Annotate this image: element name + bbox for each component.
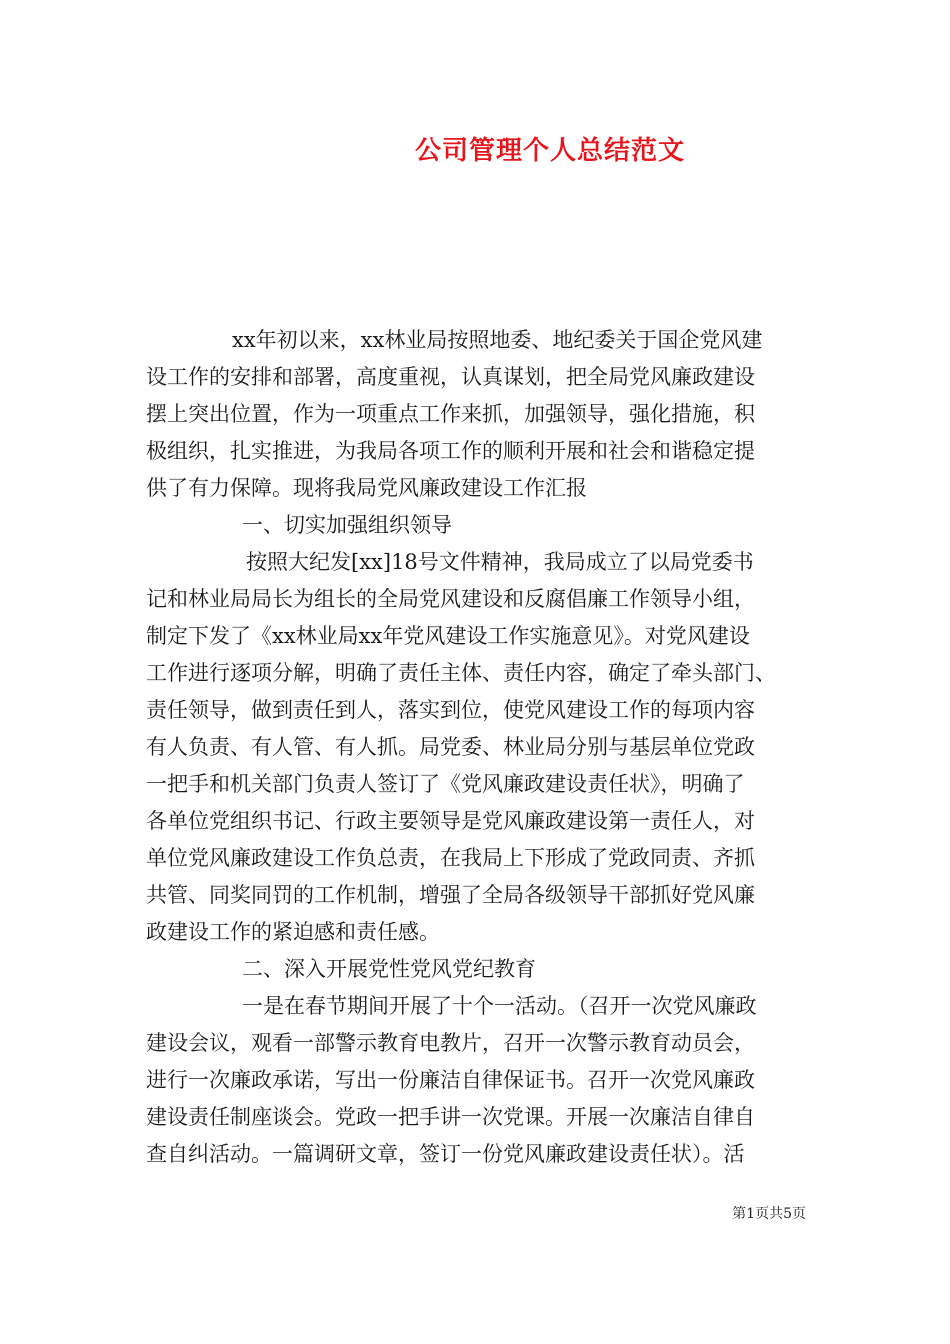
document-body — [146, 322, 836, 1173]
text-line: 极组织，扎实推进，为我局各项工作的顺利开展和社会和谐稳定提 — [146, 439, 755, 463]
text-line: 一是在春节期间开展了十个一活动。（召开一次党风廉政 — [242, 994, 757, 1018]
page-number-footer: 第1页共5页 — [732, 1206, 806, 1222]
text-line: 单位党风廉政建设工作负总责，在我局上下形成了党政同责、齐抓 — [146, 846, 755, 870]
text-line: 建设会议，观看一部警示教育电教片，召开一次警示教育动员会， — [146, 1031, 755, 1055]
text-line: 一把手和机关部门负责人签订了《党风廉政建设责任状》，明确了 — [146, 772, 745, 796]
text-line: 按照大纪发[xx]18号文件精神，我局成立了以局党委书 — [246, 550, 754, 574]
section-heading-2: 二、深入开展党性党风党纪教育 — [242, 957, 536, 981]
document-title: 公司管理个人总结范文 — [414, 136, 685, 166]
text-line: 制定下发了《xx林业局xx年党风建设工作实施意见》。对党风建设 — [146, 624, 750, 648]
text-line: 政建设工作的紧迫感和责任感。 — [146, 920, 440, 944]
text-line: 各单位党组织书记、行政主要领导是党风廉政建设第一责任人，对 — [146, 809, 755, 833]
text-line: 查自纠活动。一篇调研文章，签订一份党风廉政建设责任状）。活 — [146, 1142, 745, 1166]
section-heading-1: 一、切实加强组织领导 — [242, 513, 452, 537]
text-line: 责任领导，做到责任到人，落实到位，使党风建设工作的每项内容 — [146, 698, 755, 722]
text-line: 建设责任制座谈会。党政一把手讲一次党课。开展一次廉洁自律自 — [146, 1105, 755, 1129]
text-line: 共管、同奖同罚的工作机制，增强了全局各级领导干部抓好党风廉 — [146, 883, 755, 907]
text-line: 工作进行逐项分解，明确了责任主体、责任内容，确定了牵头部门、 — [146, 661, 776, 685]
text-line: 记和林业局局长为组长的全局党风建设和反腐倡廉工作领导小组， — [146, 587, 755, 611]
text-line: 供了有力保障。现将我局党风廉政建设工作汇报 — [146, 476, 587, 500]
text-line: xx年初以来，xx林业局按照地委、地纪委关于国企党风建 — [232, 328, 763, 352]
text-line: 设工作的安排和部署，高度重视，认真谋划，把全局党风廉政建设 — [146, 365, 755, 389]
text-line: 摆上突出位置，作为一项重点工作来抓，加强领导，强化措施，积 — [146, 402, 755, 426]
text-line: 有人负责、有人管、有人抓。局党委、林业局分别与基层单位党政 — [146, 735, 755, 759]
text-line: 进行一次廉政承诺，写出一份廉洁自律保证书。召开一次党风廉政 — [146, 1068, 755, 1092]
